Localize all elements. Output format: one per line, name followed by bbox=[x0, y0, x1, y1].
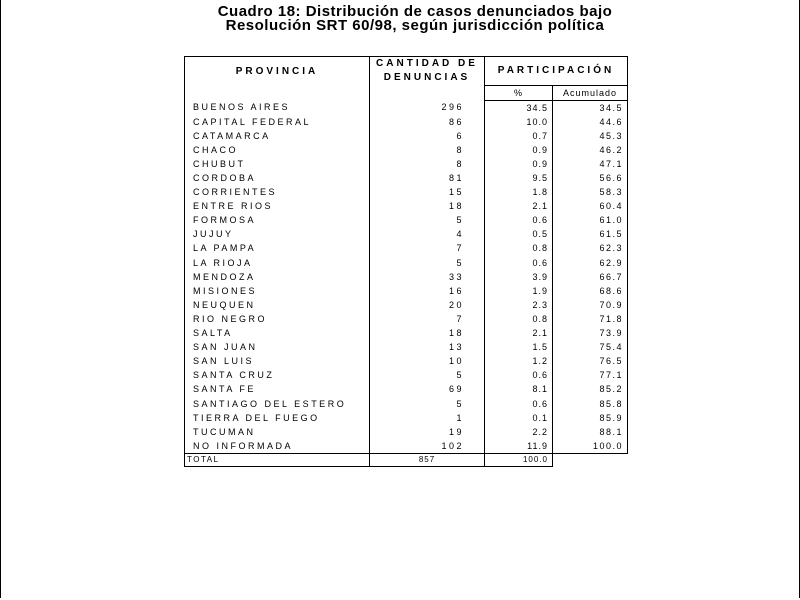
provincia-cell: LA PAMPA bbox=[185, 241, 370, 255]
header-pct: % bbox=[485, 85, 553, 100]
cantidad-cell: 6 bbox=[370, 129, 485, 143]
pct-cell: 2.3 bbox=[485, 298, 553, 312]
table-row bbox=[185, 396, 628, 410]
pct-cell: 10.0 bbox=[485, 115, 553, 129]
provincia-cell: CORDOBA bbox=[185, 171, 370, 185]
jurisdiction-table bbox=[184, 56, 628, 467]
total-empty-cell bbox=[553, 453, 628, 466]
provincia-cell: SANTA CRUZ bbox=[185, 368, 370, 382]
acumulado-cell: 73.9 bbox=[553, 326, 628, 340]
total-cantidad: 857 bbox=[370, 453, 485, 466]
table-row bbox=[185, 411, 628, 425]
total-pct: 100.0 bbox=[485, 453, 553, 466]
table-row bbox=[185, 340, 628, 354]
cantidad-cell: 5 bbox=[370, 396, 485, 410]
total-row bbox=[185, 453, 628, 466]
pct-cell: 0.6 bbox=[485, 396, 553, 410]
pct-cell: 0.6 bbox=[485, 256, 553, 270]
provincia-cell: SAN JUAN bbox=[185, 340, 370, 354]
acumulado-cell: 61.0 bbox=[553, 213, 628, 227]
pct-cell: 2.1 bbox=[485, 326, 553, 340]
provincia-cell: NEUQUEN bbox=[185, 298, 370, 312]
table-row bbox=[185, 129, 628, 143]
pct-cell: 0.7 bbox=[485, 129, 553, 143]
provincia-cell: SANTA FE bbox=[185, 382, 370, 396]
cantidad-cell: 10 bbox=[370, 354, 485, 368]
provincia-cell: TUCUMAN bbox=[185, 425, 370, 439]
cantidad-cell: 5 bbox=[370, 256, 485, 270]
header-provincia: PROVINCIA bbox=[185, 57, 370, 86]
cantidad-cell: 13 bbox=[370, 340, 485, 354]
cantidad-cell: 7 bbox=[370, 241, 485, 255]
acumulado-cell: 76.5 bbox=[553, 354, 628, 368]
acumulado-cell: 44.6 bbox=[553, 115, 628, 129]
table-row bbox=[185, 382, 628, 396]
acumulado-cell: 77.1 bbox=[553, 368, 628, 382]
table-row bbox=[185, 298, 628, 312]
cantidad-cell: 33 bbox=[370, 270, 485, 284]
table-row bbox=[185, 354, 628, 368]
provincia-cell: CAPITAL FEDERAL bbox=[185, 115, 370, 129]
acumulado-cell: 58.3 bbox=[553, 185, 628, 199]
provincia-cell: SANTIAGO DEL ESTERO bbox=[185, 396, 370, 410]
cantidad-cell: 102 bbox=[370, 439, 485, 454]
acumulado-cell: 88.1 bbox=[553, 425, 628, 439]
cantidad-cell: 5 bbox=[370, 368, 485, 382]
cantidad-cell: 15 bbox=[370, 185, 485, 199]
acumulado-cell: 68.6 bbox=[553, 284, 628, 298]
cantidad-cell: 296 bbox=[370, 100, 485, 115]
pct-cell: 0.8 bbox=[485, 241, 553, 255]
pct-cell: 11.9 bbox=[485, 439, 553, 454]
acumulado-cell: 66.7 bbox=[553, 270, 628, 284]
table-row bbox=[185, 241, 628, 255]
cantidad-cell: 1 bbox=[370, 411, 485, 425]
header-acumulado: Acumulado bbox=[553, 85, 628, 100]
cantidad-cell: 69 bbox=[370, 382, 485, 396]
provincia-cell: SALTA bbox=[185, 326, 370, 340]
pct-cell: 8.1 bbox=[485, 382, 553, 396]
pct-cell: 3.9 bbox=[485, 270, 553, 284]
provincia-cell: MENDOZA bbox=[185, 270, 370, 284]
cantidad-cell: 8 bbox=[370, 157, 485, 171]
table-row bbox=[185, 439, 628, 454]
acumulado-cell: 62.9 bbox=[553, 256, 628, 270]
cantidad-cell: 8 bbox=[370, 143, 485, 157]
acumulado-cell: 47.1 bbox=[553, 157, 628, 171]
provincia-cell: FORMOSA bbox=[185, 213, 370, 227]
cantidad-cell: 20 bbox=[370, 298, 485, 312]
pct-cell: 1.9 bbox=[485, 284, 553, 298]
acumulado-cell: 75.4 bbox=[553, 340, 628, 354]
table-row bbox=[185, 284, 628, 298]
table-row bbox=[185, 157, 628, 171]
provincia-cell: TIERRA DEL FUEGO bbox=[185, 411, 370, 425]
table-row bbox=[185, 115, 628, 129]
header-cantidad bbox=[370, 57, 485, 86]
acumulado-cell: 56.6 bbox=[553, 171, 628, 185]
pct-cell: 2.2 bbox=[485, 425, 553, 439]
pct-cell: 0.6 bbox=[485, 213, 553, 227]
table-title-line-2: Resolución SRT 60/98, según jurisdicción política bbox=[225, 17, 605, 34]
pct-cell: 0.9 bbox=[485, 157, 553, 171]
table-row bbox=[185, 185, 628, 199]
provincia-cell: CHUBUT bbox=[185, 157, 370, 171]
acumulado-cell: 61.5 bbox=[553, 227, 628, 241]
cantidad-cell: 81 bbox=[370, 171, 485, 185]
provincia-cell: CORRIENTES bbox=[185, 185, 370, 199]
table-row bbox=[185, 368, 628, 382]
cantidad-cell: 5 bbox=[370, 213, 485, 227]
table-row bbox=[185, 171, 628, 185]
acumulado-cell: 60.4 bbox=[553, 199, 628, 213]
acumulado-cell: 34.5 bbox=[553, 100, 628, 115]
header-participacion: PARTICIPACIÓN bbox=[485, 57, 628, 86]
provincia-cell: CATAMARCA bbox=[185, 129, 370, 143]
pct-cell: 1.8 bbox=[485, 185, 553, 199]
pct-cell: 1.5 bbox=[485, 340, 553, 354]
acumulado-cell: 85.8 bbox=[553, 396, 628, 410]
table-row bbox=[185, 312, 628, 326]
header-cantidad-line-1: CANTIDAD DE bbox=[376, 58, 478, 69]
provincia-cell: RIO NEGRO bbox=[185, 312, 370, 326]
table-row bbox=[185, 143, 628, 157]
pct-cell: 0.5 bbox=[485, 227, 553, 241]
total-label: TOTAL bbox=[185, 453, 370, 466]
provincia-cell: MISIONES bbox=[185, 284, 370, 298]
cantidad-cell: 16 bbox=[370, 284, 485, 298]
pct-cell: 0.9 bbox=[485, 143, 553, 157]
provincia-cell: NO INFORMADA bbox=[185, 439, 370, 454]
header-cantidad-spacer bbox=[370, 85, 485, 100]
provincia-cell: BUENOS AIRES bbox=[185, 100, 370, 115]
acumulado-cell: 100.0 bbox=[553, 439, 628, 454]
pct-cell: 2.1 bbox=[485, 199, 553, 213]
pct-cell: 0.6 bbox=[485, 368, 553, 382]
cantidad-cell: 19 bbox=[370, 425, 485, 439]
provincia-cell: ENTRE RIOS bbox=[185, 199, 370, 213]
table-row bbox=[185, 326, 628, 340]
provincia-cell: CHACO bbox=[185, 143, 370, 157]
table-row bbox=[185, 270, 628, 284]
pct-cell: 1.2 bbox=[485, 354, 553, 368]
cantidad-cell: 86 bbox=[370, 115, 485, 129]
acumulado-cell: 71.8 bbox=[553, 312, 628, 326]
cantidad-cell: 18 bbox=[370, 199, 485, 213]
acumulado-cell: 85.9 bbox=[553, 411, 628, 425]
acumulado-cell: 46.2 bbox=[553, 143, 628, 157]
acumulado-cell: 62.3 bbox=[553, 241, 628, 255]
pct-cell: 0.1 bbox=[485, 411, 553, 425]
table-row bbox=[185, 199, 628, 213]
table-row bbox=[185, 213, 628, 227]
header-cantidad-line-2: DENUNCIAS bbox=[383, 72, 471, 83]
cantidad-cell: 7 bbox=[370, 312, 485, 326]
table-row bbox=[185, 425, 628, 439]
table-row bbox=[185, 256, 628, 270]
provincia-cell: LA RIOJA bbox=[185, 256, 370, 270]
pct-cell: 34.5 bbox=[485, 100, 553, 115]
header-provincia-spacer bbox=[185, 85, 370, 100]
cantidad-cell: 4 bbox=[370, 227, 485, 241]
pct-cell: 0.8 bbox=[485, 312, 553, 326]
acumulado-cell: 70.9 bbox=[553, 298, 628, 312]
table-title-line-1: Cuadro 18: Distribución de casos denunciados bajo bbox=[217, 3, 613, 20]
provincia-cell: SAN LUIS bbox=[185, 354, 370, 368]
provincia-cell: JUJUY bbox=[185, 227, 370, 241]
cantidad-cell: 18 bbox=[370, 326, 485, 340]
acumulado-cell: 45.3 bbox=[553, 129, 628, 143]
pct-cell: 9.5 bbox=[485, 171, 553, 185]
table-row bbox=[185, 100, 628, 115]
acumulado-cell: 85.2 bbox=[553, 382, 628, 396]
table-row bbox=[185, 227, 628, 241]
